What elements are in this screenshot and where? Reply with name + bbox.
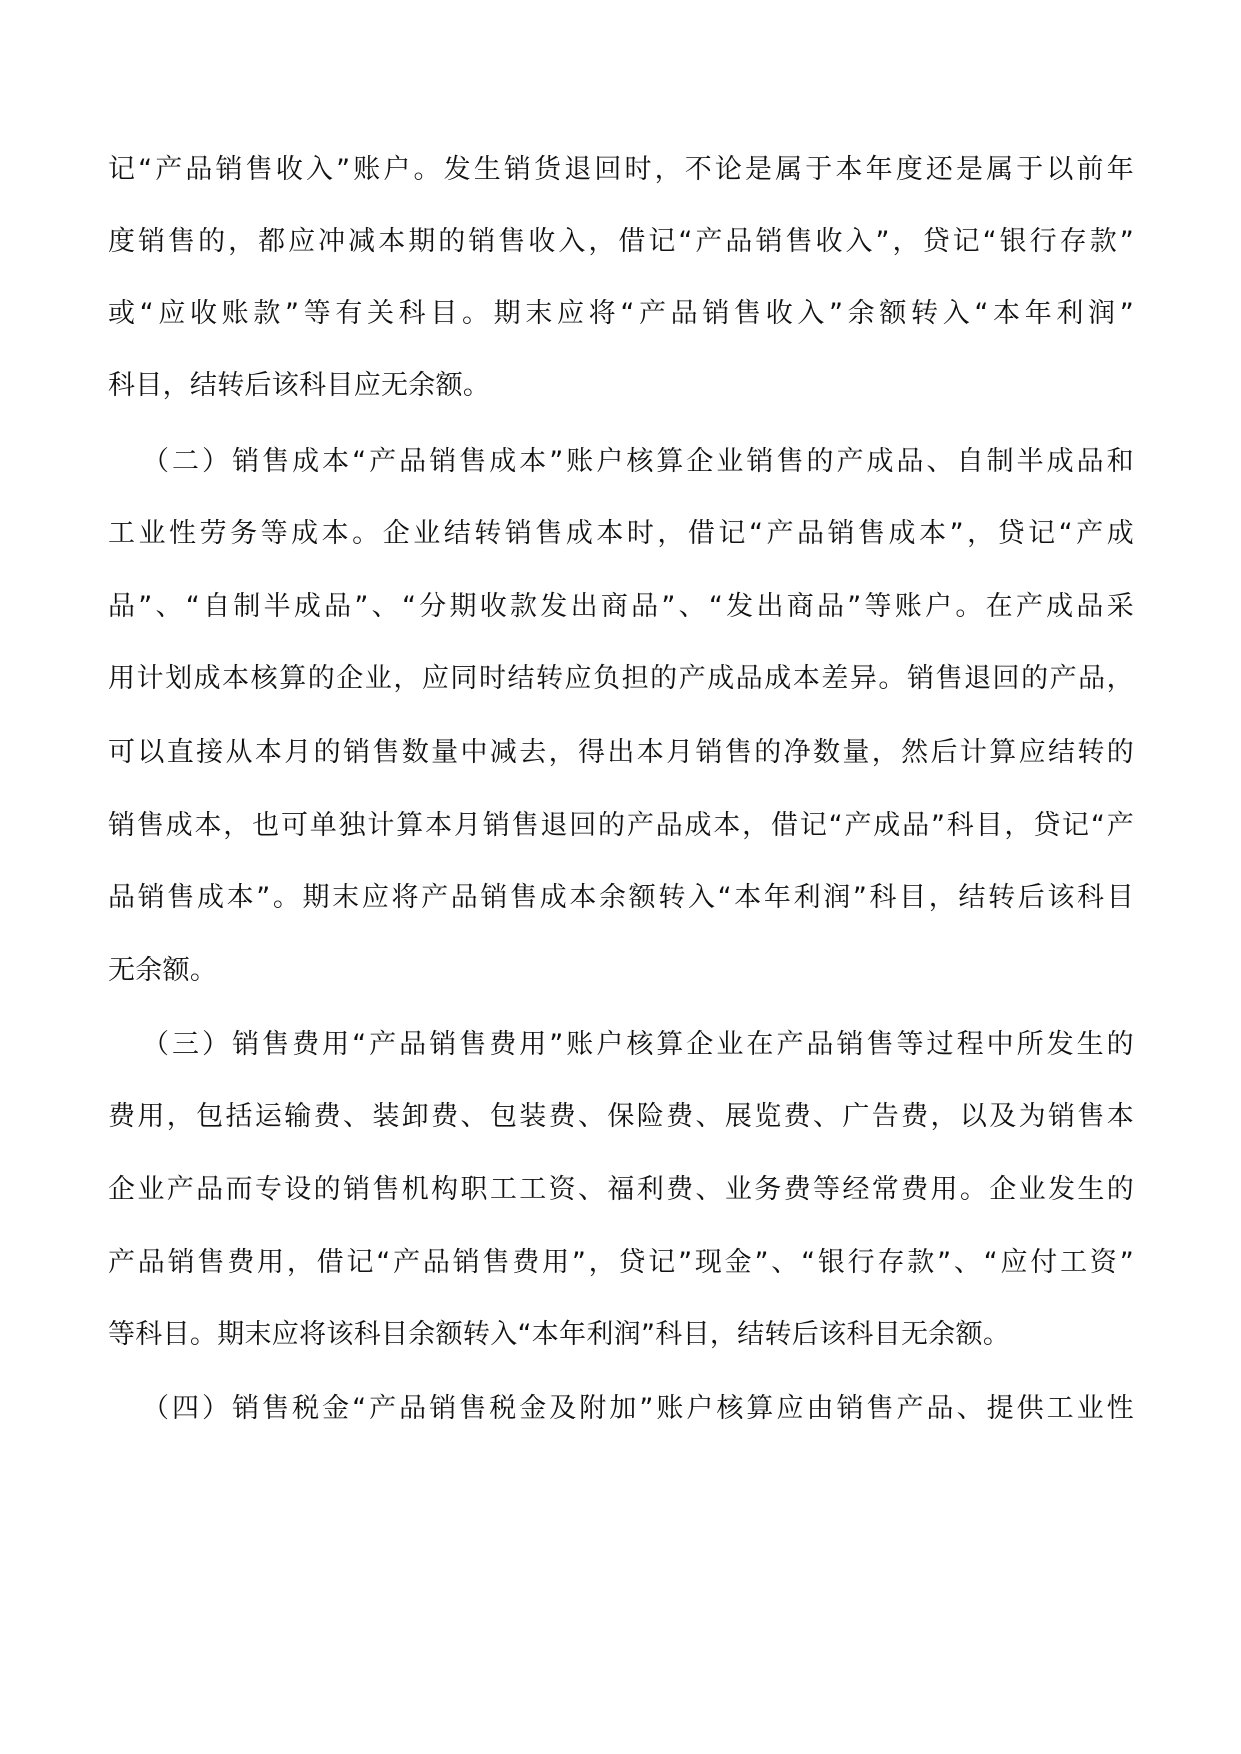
text-line-8: 用计划成本核算的企业，应同时结转应负担的产成品成本差异。销售退回的产品， [108,663,1134,694]
text-line-1: 记“产品销售收入”账户。发生销货退回时，不论是属于本年度还是属于以前年 [108,154,1134,185]
text-line-9: 可以直接从本月的销售数量中减去，得出本月销售的净数量，然后计算应结转的 [108,737,1134,768]
section-heading-4: （四）销售税金“产品销售税金及附加”账户核算应由销售产品、提供工业性 [142,1393,1134,1424]
section-heading-3: （三）销售费用“产品销售费用”账户核算企业在产品销售等过程中所发生的 [142,1029,1134,1060]
text-line-3: 或“应收账款”等有关科目。期末应将“产品销售收入”余额转入“本年利润” [108,298,1134,329]
section-heading-2: （二）销售成本“产品销售成本”账户核算企业销售的产成品、自制半成品和 [142,446,1134,477]
text-line-6: 工业性劳务等成本。企业结转销售成本时，借记“产品销售成本”，贷记“产成 [108,518,1134,549]
text-line-16: 产品销售费用，借记“产品销售费用”，贷记”现金”、“银行存款”、“应付工资” [108,1247,1134,1278]
text-line-12: 无余额。 [108,955,218,986]
text-line-14: 费用，包括运输费、装卸费、包装费、保险费、展览费、广告费，以及为销售本 [108,1101,1134,1132]
text-line-11: 品销售成本”。期末应将产品销售成本余额转入“本年利润”科目，结转后该科目 [108,882,1134,913]
text-line-17: 等科目。期末应将该科目余额转入“本年利润”科目，结转后该科目无余额。 [108,1319,1011,1350]
text-line-4: 科目，结转后该科目应无余额。 [108,370,491,401]
text-line-2: 度销售的，都应冲减本期的销售收入，借记“产品销售收入”，贷记“银行存款” [108,226,1134,257]
text-line-10: 销售成本，也可单独计算本月销售退回的产品成本，借记“产成品”科目，贷记“产 [108,810,1134,841]
text-line-15: 企业产品而专设的销售机构职工工资、福利费、业务费等经常费用。企业发生的 [108,1174,1134,1205]
text-line-7: 品”、“自制半成品”、“分期收款发出商品”、“发出商品”等账户。在产成品采 [108,591,1134,622]
